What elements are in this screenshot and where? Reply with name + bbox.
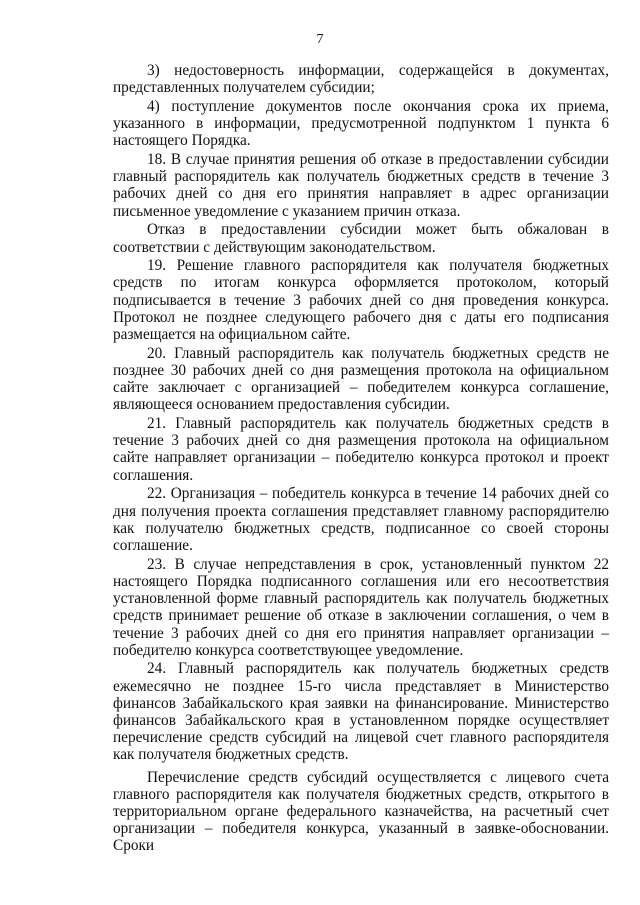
paragraph-refusal-appeal: Отказ в предоставлении субсидии может быть обжалован в соответствии с действующим законодательством. [113, 221, 609, 256]
paragraph-21: 21. Главный распорядитель как получатель бюджетных средств в течение 3 рабочих дней со дня размещения протокола на официальном сайте направляет организации – победителю конкурса протокол и проект соглашения. [113, 415, 609, 484]
document-body [113, 62, 609, 856]
paragraph-20: 20. Главный распорядитель как получатель бюджетных средств не позднее 30 рабочих дней со дня размещения протокола на официальном сайте заключает с организацией – победителем конкурса соглашение, являющееся основанием предоставления субсидии. [113, 344, 609, 414]
paragraph-24: 24. Главный распорядитель как получатель бюджетных средств ежемесячно не позднее 15-го числа представляет в Министерство финансов Забайкальского края заявки на финансирование. Министерство финансов Забайкальского края в установленном порядке осуществляет перечисление средств субсидий на лицевой счет главного распорядителя как получателя бюджетных средств. [113, 660, 609, 764]
paragraph-transfer: Перечисление средств субсидий осуществляется с лицевого счета главного распорядителя как получателя бюджетных средств, открытого в территориальном органе федерального казначейства, на расчетный счет организации – победителя конкурса, указанный в заявке-обосновании. Сроки [113, 768, 609, 855]
paragraph-item-3: 3) недостоверность информации, содержащейся в документах, представленных получателем субсидии; [113, 62, 609, 97]
paragraph-23: 23. В случае непредставления в срок, установленный пунктом 22 настоящего Порядка подписанного соглашения или его несоответствия установленной форме главный распорядитель как получатель бюджетных средств принимает решение об отказе в заключении соглашения, о чем в течение 3 рабочих дней со дня его принятия направляет организации – победителю конкурса соответствующее уведомление. [113, 555, 609, 659]
page-number: 7 [316, 32, 324, 47]
paragraph-item-4: 4) поступление документов после окончания срока их приема, указанного в информации, предусмотренной подпунктом 1 пункта 6 настоящего Порядка. [113, 97, 609, 150]
paragraph-22: 22. Организация – победитель конкурса в течение 14 рабочих дней со дня получения проекта соглашения представляет главному распорядителю как получателю бюджетных средств, подписанное со своей стороны соглашение. [113, 485, 609, 554]
paragraph-18: 18. В случае принятия решения об отказе в предоставлении субсидии главный распорядитель как получатель бюджетных средств в течение 3 рабочих дней со дня его принятия направляет в адрес организации письменное уведомление с указанием причин отказа. [113, 151, 609, 220]
paragraph-19: 19. Решение главного распорядителя как получателя бюджетных средств по итогам конкурса оформляется протоколом, который подписывается в течение 3 рабочих дней со дня проведения конкурса. Протокол не позднее следующего рабочего дня с даты его подписания размещается на официальном сайте. [113, 257, 609, 344]
